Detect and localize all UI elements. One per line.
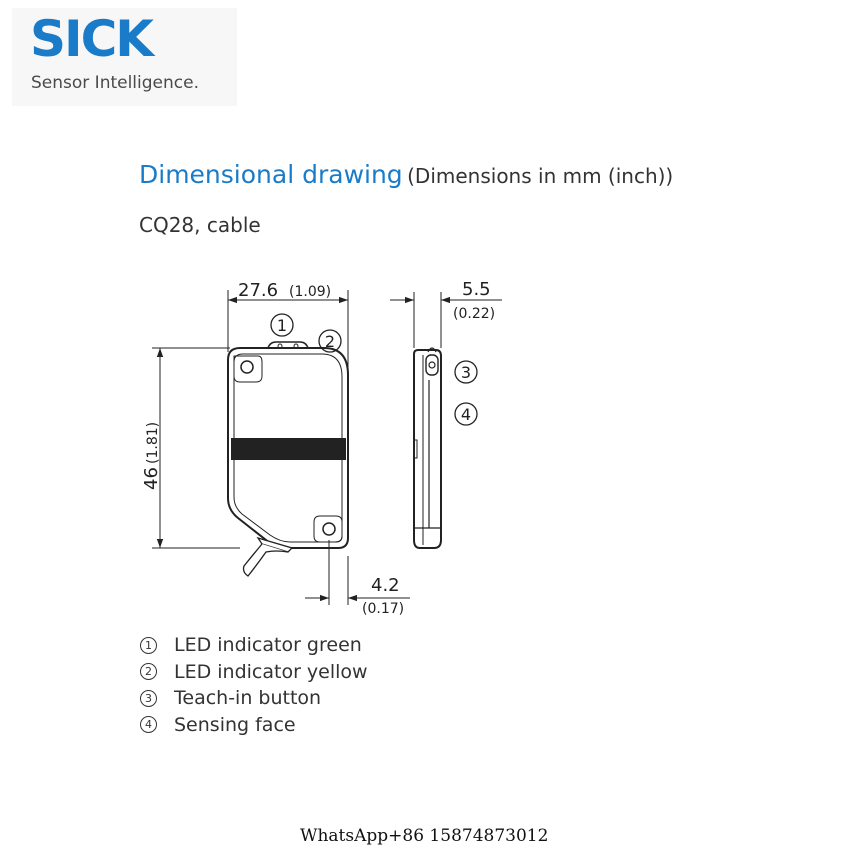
legend-number: 2: [140, 663, 157, 680]
depth-inch: (0.22): [453, 306, 496, 322]
legend-item: [140, 632, 368, 659]
legend-number: 1: [140, 637, 157, 654]
legend-item: [140, 712, 368, 739]
callout-4-label: 4: [460, 405, 472, 424]
logo-tagline: Sensor Intelligence.: [31, 73, 199, 93]
legend-label: LED indicator yellow: [174, 660, 368, 683]
height-mm: 46: [141, 467, 162, 490]
mount-pad-bottom: [314, 516, 342, 542]
legend: [140, 632, 368, 738]
legend-number: 3: [140, 690, 157, 707]
sick-logo: SICK: [30, 10, 153, 68]
teach-button: [426, 355, 438, 375]
width-mm: 27.6: [238, 280, 279, 301]
hole-offset-mm: 4.2: [371, 575, 400, 596]
width-dimension: [228, 290, 348, 372]
side-view: [414, 348, 441, 548]
hole-offset-inch: (0.17): [362, 601, 405, 617]
front-view: [228, 342, 348, 576]
side-body-outline: [414, 350, 441, 548]
contact-footer: WhatsApp+86 15874873012: [300, 826, 549, 846]
title-main: Dimensional drawing: [139, 160, 403, 189]
legend-label: Teach-in button: [174, 687, 322, 710]
mount-hole-bottom: [323, 523, 335, 535]
callout-3-label: 3: [460, 363, 472, 382]
width-inch: (1.09): [289, 284, 332, 300]
legend-label: LED indicator green: [174, 634, 362, 657]
height-dimension: [152, 348, 240, 548]
callout-2-label: 2: [324, 332, 336, 351]
mount-pad-top: [234, 356, 262, 382]
mount-hole-top: [241, 361, 253, 373]
label-band: [231, 438, 346, 460]
legend-item: [140, 659, 368, 686]
depth-mm: 5.5: [462, 279, 491, 300]
callout-1-label: 1: [276, 316, 288, 335]
legend-label: Sensing face: [174, 713, 296, 736]
legend-item: [140, 685, 368, 712]
side-notch: [414, 440, 417, 458]
legend-number: 4: [140, 716, 157, 733]
variant-label: CQ28, cable: [139, 213, 261, 237]
title-units: (Dimensions in mm (inch)): [407, 164, 674, 188]
height-inch: (1.81): [145, 421, 161, 464]
